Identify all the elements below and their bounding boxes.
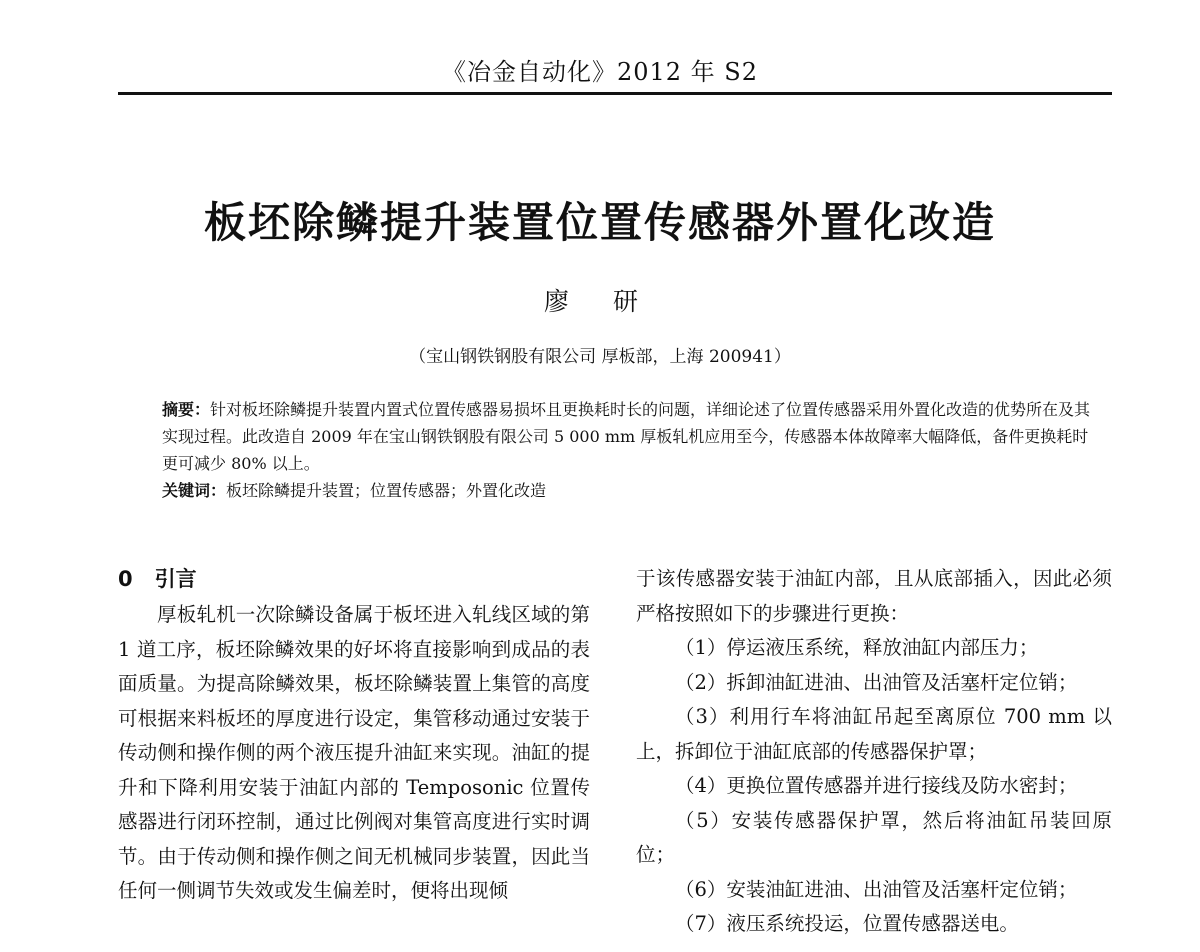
article-author: 廖 研 <box>544 287 656 316</box>
replacement-step: （3）利用行车将油缸吊起至离原位 700 mm 以上，拆卸位于油缸底部的传感器保护罩； <box>636 705 1112 763</box>
replacement-step: （7）液压系统投运，位置传感器送电。 <box>675 912 1019 935</box>
continued-paragraph: 于该传感器安装于油缸内部，且从底部插入，因此必须严格按照如下的步骤进行更换： <box>636 567 1112 625</box>
replacement-step: （2）拆卸油缸进油、出油管及活塞杆定位销； <box>675 670 1078 694</box>
keywords-label: 关键词： <box>162 481 227 500</box>
section-title: 引言 <box>154 567 197 591</box>
replacement-step: （4）更换位置传感器并进行接线及防水密封； <box>675 774 1078 797</box>
left-column <box>118 562 590 909</box>
abstract-text: 针对板坯除鳞提升装置内置式位置传感器易损坏且更换耗时长的问题，详细论述了位置传感器采用外置化改造的优势所在及其实现过程。此改造自 2009 年在宝山钢铁钢股有限公司 5 000 mm 厚板轧机应用至今，传感器本体故障率大幅降低，备件更换耗时更可减少 80% 以上。 <box>162 400 1091 473</box>
abstract-block <box>162 396 1092 504</box>
section-heading-introduction <box>118 562 590 596</box>
journal-running-head: 《冶金自动化》2012 年 S2 <box>441 58 759 86</box>
introduction-paragraph: 厚板轧机一次除鳞设备属于板坯进入轧线区域的第 1 道工序，板坯除鳞效果的好坏将直接影响到成品的表面质量。为提高除鳞效果，板坯除鳞装置上集管的高度可根据来料板坯的厚度进行设定，集管移动通过安装于传动侧和操作侧的两个液压提升油缸来实现。油缸的提升和下降利用安装于油缸内部的 Temposonic 位置传感器进行闭环控制，通过比例阀对集管高度进行实时调节。由于传动侧和操作侧之间无机械同步装置，因此当任何一侧调节失效或发生偏差时，便将出现倾 <box>118 603 590 902</box>
replacement-step: （5）安装传感器保护罩，然后将油缸吊装回原位； <box>636 808 1112 866</box>
keywords-line <box>162 477 1092 504</box>
replacement-step: （6）安装油缸进油、出油管及活塞杆定位销； <box>675 877 1078 901</box>
right-column <box>636 562 1112 942</box>
author-affiliation: （宝山钢铁钢股有限公司 厚板部，上海 200941） <box>409 347 791 367</box>
article-title: 板坯除鳞提升装置位置传感器外置化改造 <box>203 198 996 247</box>
section-number: 0 <box>118 567 133 591</box>
keywords-text: 板坯除鳞提升装置；位置传感器；外置化改造 <box>226 481 547 500</box>
abstract-label: 摘要： <box>162 400 211 419</box>
header-rule <box>118 92 1112 95</box>
abstract-paragraph <box>162 396 1092 477</box>
replacement-step: （1）停运液压系统，释放油缸内部压力； <box>675 636 1039 659</box>
